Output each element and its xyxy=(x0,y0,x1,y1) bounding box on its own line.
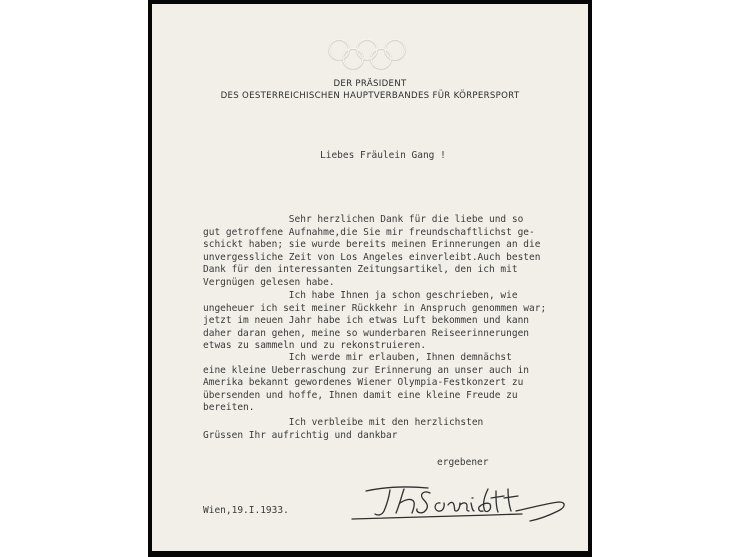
text-line: Sehr herzlichen Dank für die liebe und so xyxy=(203,214,524,225)
text-line: bereiten. xyxy=(203,402,255,414)
text-line: gut getroffene Aufnahme,die Sie mir freundschaftlichst ge- xyxy=(203,226,535,238)
text-line: Ich verbleibe mit den herzlichsten xyxy=(203,417,484,428)
paragraph-2 xyxy=(203,290,546,353)
paragraph-1 xyxy=(203,214,540,290)
text-line: übersenden und hoffe, Ihnen damit eine kleine Freude zu xyxy=(203,389,518,401)
paragraph-3 xyxy=(203,352,529,415)
text-line: Dank für den interessanten Zeitungsartikel, den ich mit xyxy=(203,264,518,276)
text-line: jetzt im neuen Jahr habe ich etwas Luft bekommen und kann xyxy=(203,315,530,327)
text-line: etwas zu sammeln und zu rekonstruieren. xyxy=(203,340,427,352)
date-line: Wien,19.I.1933. xyxy=(203,505,289,516)
olympic-rings-icon xyxy=(326,38,408,70)
text-line: Ich werde mir erlauben, Ihnen demnächst xyxy=(203,352,512,363)
signature xyxy=(344,481,582,527)
text-line: Ich habe Ihnen ja schon geschrieben, wie xyxy=(203,290,518,301)
text-line: ungeheuer ich seit meiner Rückkehr in Anspruch genommen war; xyxy=(203,302,547,314)
text-line: eine kleine Ueberraschung zur Erinnerung an unser auch in xyxy=(203,364,530,376)
text-line: Vergnügen gelesen habe. xyxy=(203,276,335,288)
letterhead-title: DER PRÄSIDENT xyxy=(333,79,407,89)
paragraph-4 xyxy=(203,417,483,442)
text-line: Amerika bekannt gewordenes Wiener Olympia-Festkonzert zu xyxy=(203,377,524,389)
closing: ergebener xyxy=(437,457,489,468)
text-line: Grüssen Ihr aufrichtig und dankbar xyxy=(203,429,398,441)
text-line: schickt haben; sie wurde bereits meinen Erinnerungen an die xyxy=(203,239,541,251)
salutation: Liebes Fräulein Gang ! xyxy=(320,150,446,161)
text-line: daher daran gehen, meine so wunderbaren Reiseerinnerungen xyxy=(203,327,530,339)
letterhead-organization: DES OESTERREICHISCHEN HAUPTVERBANDES FÜR KÖRPERSPORT xyxy=(220,91,520,101)
text-line: unvergessliche Zeit von Los Angeles einverleibt.Auch besten xyxy=(203,251,541,263)
